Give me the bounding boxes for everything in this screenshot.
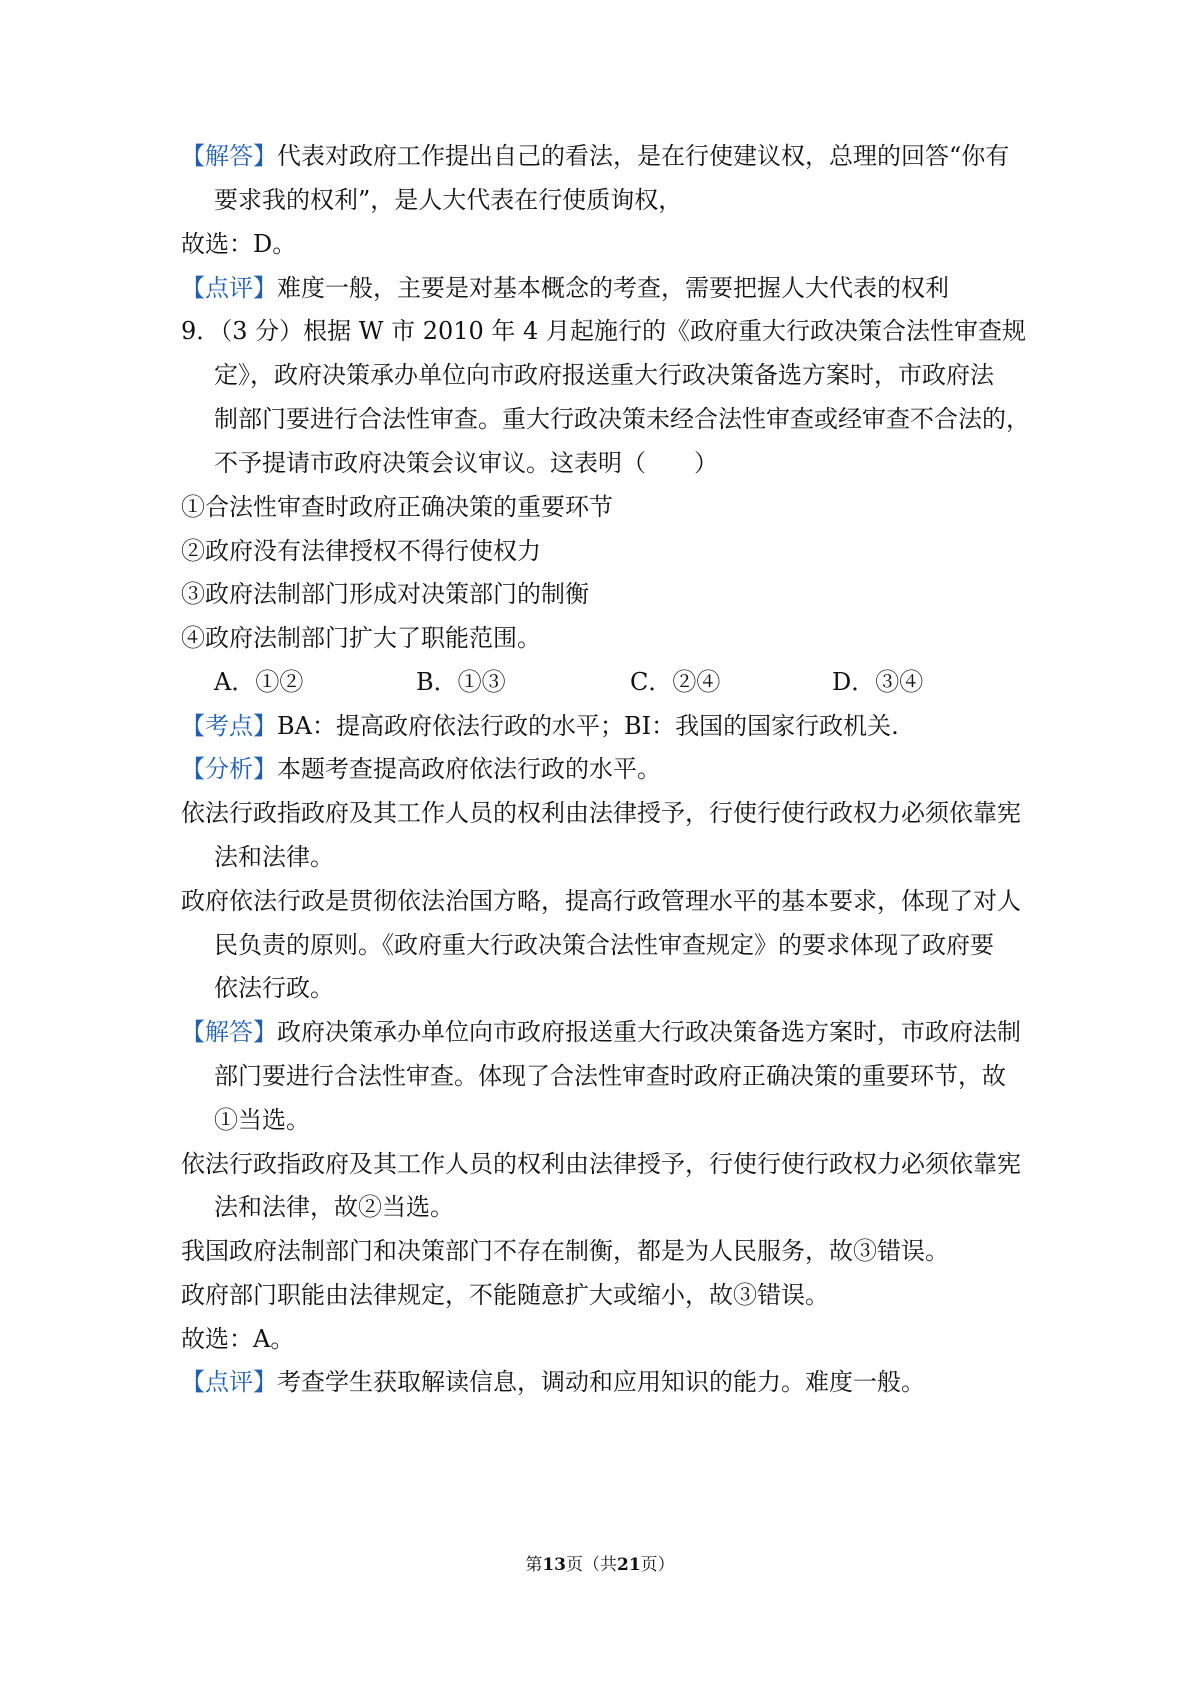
- option-b: B．①③: [416, 668, 506, 696]
- q9-stem-line-4: 不予提请市政府决策会议审议。这表明（ ）: [214, 449, 718, 477]
- q9-analysis-head: 【分析】本题考查提高政府依法行政的水平。: [181, 755, 661, 783]
- prev-choice: 故选：D。: [181, 230, 297, 258]
- point-tag: 【考点】: [181, 712, 277, 740]
- q9-point: 【考点】BA：提高政府依法行政的水平；BI：我国的国家行政机关.: [181, 712, 899, 740]
- answer-tag: 【解答】: [181, 142, 277, 170]
- q9-answer-p3: 我国政府法制部门和决策部门不存在制衡，都是为人民服务，故③错误。: [181, 1237, 949, 1265]
- q9-answer-p2-line-2: 法和法律，故②当选。: [214, 1193, 454, 1221]
- q9-stem-line-1: 9．（3 分）根据 W 市 2010 年 4 月起施行的《政府重大行政决策合法性审查规: [181, 317, 1026, 345]
- q9-analysis-p2-line-3: 依法行政。: [214, 974, 334, 1002]
- q9-item-4: ④政府法制部门扩大了职能范围。: [181, 624, 541, 652]
- option-a: A．①②: [214, 668, 304, 696]
- option-d: D．③④: [832, 668, 924, 696]
- q9-answer-line-1: 【解答】政府决策承办单位向市政府报送重大行政决策备选方案时，市政府法制: [181, 1018, 1021, 1046]
- q9-answer-p2-line-1: 依法行政指政府及其工作人员的权利由法律授予，行使行使行政权力必须依靠宪: [181, 1150, 1021, 1178]
- q9-analysis-p2-line-1: 政府依法行政是贯彻依法治国方略，提高行政管理水平的基本要求，体现了对人: [181, 887, 1021, 915]
- answer-tag: 【解答】: [181, 1018, 277, 1046]
- total-pages: 21: [617, 1555, 641, 1575]
- q9-answer-line-3: ①当选。: [214, 1106, 310, 1134]
- prev-comment: 【点评】难度一般，主要是对基本概念的考查，需要把握人大代表的权利: [181, 274, 949, 302]
- q9-answer-p4: 政府部门职能由法律规定，不能随意扩大或缩小，故③错误。: [181, 1281, 829, 1309]
- q9-answer-line-2: 部门要进行合法性审查。体现了合法性审查时政府正确决策的重要环节，故: [214, 1062, 1006, 1090]
- q9-analysis-p1-line-1: 依法行政指政府及其工作人员的权利由法律授予，行使行使行政权力必须依靠宪: [181, 799, 1021, 827]
- prev-answer-line-1: 【解答】代表对政府工作提出自己的看法，是在行使建议权，总理的回答“你有: [181, 142, 1010, 170]
- q9-stem-line-2: 定》，政府决策承办单位向市政府报送重大行政决策备选方案时，市政府法: [214, 361, 994, 389]
- q9-item-2: ②政府没有法律授权不得行使权力: [181, 537, 541, 565]
- q9-analysis-p2-line-2: 民负责的原则。《政府重大行政决策合法性审查规定》的要求体现了政府要: [214, 931, 994, 959]
- analysis-tag: 【分析】: [181, 755, 277, 783]
- q9-comment: 【点评】考查学生获取解读信息，调动和应用知识的能力。难度一般。: [181, 1368, 925, 1396]
- option-c: C．②④: [630, 668, 721, 696]
- q9-choice: 故选：A。: [181, 1325, 295, 1353]
- q9-stem-line-3: 制部门要进行合法性审查。重大行政决策未经合法性审查或经审查不合法的，: [214, 405, 1030, 433]
- prev-answer-line-2: 要求我的权利”，是人大代表在行使质询权，: [214, 186, 683, 214]
- q9-item-1: ①合法性审查时政府正确决策的重要环节: [181, 493, 613, 521]
- page-footer: 第13页（共21页）: [525, 1555, 675, 1575]
- comment-tag: 【点评】: [181, 274, 277, 302]
- page-number: 13: [542, 1555, 566, 1575]
- q9-analysis-p1-line-2: 法和法律。: [214, 843, 334, 871]
- q9-item-3: ③政府法制部门形成对决策部门的制衡: [181, 580, 589, 608]
- comment-tag: 【点评】: [181, 1368, 277, 1396]
